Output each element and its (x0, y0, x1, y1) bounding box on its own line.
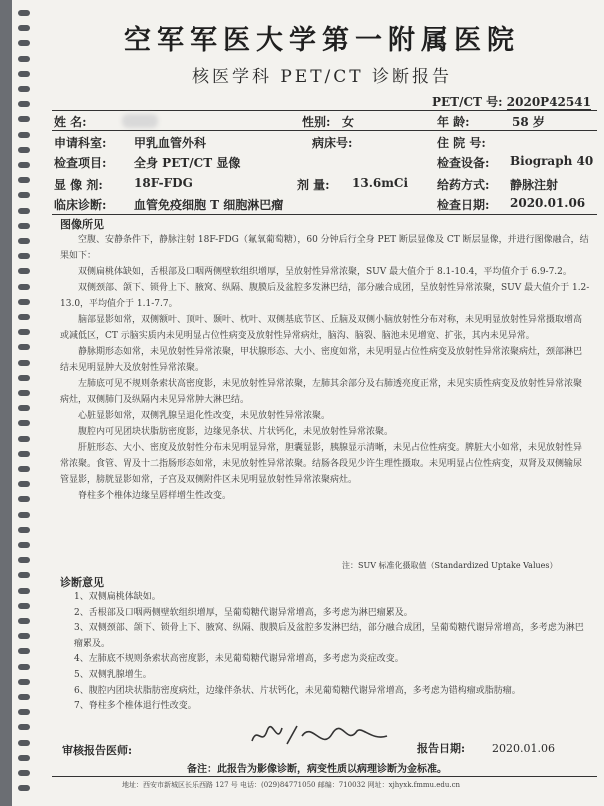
doctor-signature (247, 716, 397, 756)
binding-hole (18, 603, 30, 609)
binding-hole (18, 588, 30, 594)
pet-ct-number-label: PET/CT 号: (432, 95, 503, 109)
redacted-name (122, 114, 158, 128)
gender-label: 性别: (302, 115, 331, 129)
ward-label: 病床号: (312, 136, 353, 150)
divider (52, 776, 597, 777)
binding-hole (18, 770, 30, 776)
impression-item: 7、脊柱多个椎体退行性改变。 (74, 701, 197, 712)
binding-hole (18, 572, 30, 578)
binding-hole (18, 405, 30, 411)
binding-hole (18, 101, 30, 107)
binding-hole (18, 496, 30, 502)
binding-hole (18, 512, 30, 518)
binding-hole (18, 390, 30, 396)
binding-hole (18, 420, 30, 426)
binding-hole (18, 56, 30, 62)
impression-heading: 诊断意见 (60, 576, 104, 589)
findings-heading: 图像所见 (60, 218, 104, 231)
binding-hole (18, 86, 30, 92)
binding-hole (18, 238, 30, 244)
exam-label: 检查项目: (54, 156, 107, 170)
dept-value: 甲乳血管外科 (134, 136, 207, 150)
findings-paragraph: 肝脏形态、大小、密度及放射性分布未见明显异常，胆囊显影，胰腺显示清晰，未见占位性病变。脾脏大小如常，未见放射性异常浓聚。食管、胃及十二指肠形态如常，未见放射性异常浓聚。结肠各段见少许生理性摄取。未见明显占位性病变，双肾及双侧输尿管显影，膀胱显影如常，子宫及双侧附件区未见明显放射性异常浓聚病灶。 (60, 443, 583, 485)
gender-value: 女 (342, 115, 355, 129)
impression-item: 3、双侧颈部、颌下、锁骨上下、腋窝、纵隔、腹膜后及盆腔多发淋巴结，部分融合成团，呈葡萄糖代谢异常增高，多考虑为淋巴瘤累及。 (74, 623, 584, 649)
agent-value: 18F-FDG (134, 176, 193, 190)
divider (52, 214, 597, 215)
binding-hole (18, 253, 30, 259)
patient-row-2 (52, 134, 597, 152)
binding-hole (18, 785, 30, 791)
patient-row-4 (52, 176, 597, 194)
findings-body (60, 232, 590, 504)
diagnosis-label: 临床诊断: (54, 198, 107, 212)
patient-row-3 (52, 154, 597, 172)
pet-ct-number (432, 93, 591, 110)
findings-paragraph: 左肺底可见不规则条索状高密度影，未见放射性异常浓聚，左肺其余部分及右肺透亮度正常，未见实质性病变及放射性异常浓聚病灶，双侧肺门及纵隔内未见异常肿大淋巴结。 (60, 379, 583, 405)
exam-value: 全身 PET/CT 显像 (134, 156, 241, 170)
hospital-address: 地址：西安市新城区长乐西路 127 号 电话：(029)84771050 邮编：710032 网址：xjhyxk.fmmu.edu.cn (122, 781, 461, 789)
device-value: Biograph 40 (510, 154, 594, 168)
age-label: 年 龄: (437, 115, 470, 129)
binding-hole (18, 177, 30, 183)
findings-paragraph: 腹腔内可见团块状脂肪密度影，边缘见条状、片状钙化，未见放射性异常浓聚。 (78, 427, 394, 437)
binding-hole (18, 618, 30, 624)
exam-date-value: 2020.01.06 (510, 196, 586, 210)
report-date-label: 报告日期: (417, 742, 466, 755)
binding-hole (18, 344, 30, 350)
dose-value: 13.6mCi (352, 176, 409, 190)
binding-hole (18, 147, 30, 153)
impression-item: 4、左肺底不规则条索状高密度影，未见葡萄糖代谢异常增高，多考虑为炎症改变。 (74, 654, 404, 665)
binding-hole (18, 451, 30, 457)
report-date-value: 2020.01.06 (492, 742, 555, 755)
binding-hole (18, 527, 30, 533)
age-value: 58 岁 (512, 115, 545, 129)
binding-hole (18, 679, 30, 685)
impression-item: 1、双侧扁桃体缺如。 (74, 592, 161, 602)
route-value: 静脉注射 (510, 178, 559, 192)
binding-hole (18, 284, 30, 290)
binding-holes (12, 0, 40, 806)
exam-date-label: 检查日期: (437, 198, 490, 212)
patient-row-5 (52, 196, 597, 214)
binding-hole (18, 162, 30, 168)
binding-hole (18, 329, 30, 335)
dose-label: 剂 量: (297, 178, 330, 192)
findings-paragraph: 双侧扁桃体缺如，舌根部及口咽两侧壁软组织增厚，呈放射性异常浓聚，SUV 最大值介于 8.1-10.4，平均值介于 6.9-7.2。 (78, 267, 572, 277)
binding-hole (18, 299, 30, 305)
binding-hole (18, 71, 30, 77)
suv-note: 注：SUV 标准化摄取值（Standardized Uptake Values） (342, 561, 558, 570)
report-paper (12, 0, 604, 806)
report-title: 核医学科 PET/CT 诊断报告 (191, 67, 453, 87)
binding-hole (18, 664, 30, 670)
findings-paragraph: 脑部显影如常，双侧额叶、顶叶、颞叶、枕叶、双侧基底节区、丘脑及双侧小脑放射性分布对称，未见明显放射性异常摄取增高或减低区，CT 示脑实质内未见明显占位性病变及放射性异常病灶，脑沟、脑裂、脑池未见增宽、扩张，其内未见异常。 (60, 315, 583, 341)
binding-hole (18, 755, 30, 761)
binding-hole (18, 116, 30, 122)
binding-hole (18, 360, 30, 366)
agent-label: 显 像 剂: (54, 178, 103, 192)
binding-hole (18, 40, 30, 46)
binding-hole (18, 10, 30, 16)
binding-hole (18, 740, 30, 746)
findings-paragraph: 空腹、安静条件下，静脉注射 18F-FDG（氟氧葡萄糖），60 分钟后行全身 PET 断层显像及 CT 断层显像，并进行图像融合，结果如下： (60, 235, 589, 261)
diagnosis-value: 血管免疫细胞 T 细胞淋巴瘤 (134, 198, 284, 212)
dept-label: 申请科室: (54, 136, 107, 150)
binding-hole (18, 314, 30, 320)
binding-hole (18, 709, 30, 715)
binding-hole (18, 208, 30, 214)
binding-hole (18, 724, 30, 730)
divider (52, 110, 597, 111)
binding-hole (18, 466, 30, 472)
findings-paragraph: 静脉期形态如常，未见放射性异常浓聚，甲状腺形态、大小、密度如常，未见明显占位性病变及放射性异常浓聚病灶，颈部淋巴结未见明显肿大及放射性异常浓聚。 (60, 347, 583, 373)
binding-hole (18, 192, 30, 198)
divider (52, 130, 597, 131)
route-label: 给药方式: (437, 178, 490, 192)
binding-hole (18, 633, 30, 639)
impression-item: 5、双侧乳腺增生。 (74, 669, 152, 680)
binding-hole (18, 375, 30, 381)
reviewer-label: 审核报告医师: (62, 744, 133, 757)
binding-hole (18, 268, 30, 274)
impression-item: 6、腹腔内团块状脂肪密度病灶，边缘伴条状、片状钙化，未见葡萄糖代谢异常增高，多考虑为错构瘤或脂肪瘤。 (74, 685, 521, 696)
hospital-name: 空军军医大学第一附属医院 (124, 25, 520, 56)
name-label: 姓 名: (54, 115, 87, 129)
findings-paragraph: 心脏显影如常，双侧乳腺呈退化性改变，未见放射性异常浓聚。 (78, 411, 331, 421)
pet-ct-number-value: 2020P42541 (506, 95, 591, 109)
binding-hole (18, 481, 30, 487)
disclaimer: 备注：此报告为影像诊断，病变性质以病理诊断为金标准。 (187, 764, 447, 775)
device-label: 检查设备: (437, 156, 490, 170)
impression-item: 2、舌根部及口咽两侧壁软组织增厚，呈葡萄糖代谢异常增高，多考虑为淋巴瘤累及。 (74, 607, 413, 618)
impression-body (60, 590, 590, 715)
binding-hole (18, 25, 30, 31)
binding-hole (18, 223, 30, 229)
binding-hole (18, 694, 30, 700)
binding-hole (18, 557, 30, 563)
binding-hole (18, 132, 30, 138)
binding-hole (18, 542, 30, 548)
findings-paragraph: 脊柱多个椎体边缘呈唇样增生性改变。 (78, 491, 232, 501)
inpatient-label: 住 院 号: (437, 136, 486, 150)
binding-hole (18, 648, 30, 654)
findings-paragraph: 双侧颈部、颌下、锁骨上下、腋窝、纵隔、腹膜后及盆腔多发淋巴结，部分融合成团，呈放射性异常浓聚，SUV 最大值介于 1.2-13.0，平均值介于 1.1-7.7。 (60, 283, 590, 309)
binding-hole (18, 436, 30, 442)
